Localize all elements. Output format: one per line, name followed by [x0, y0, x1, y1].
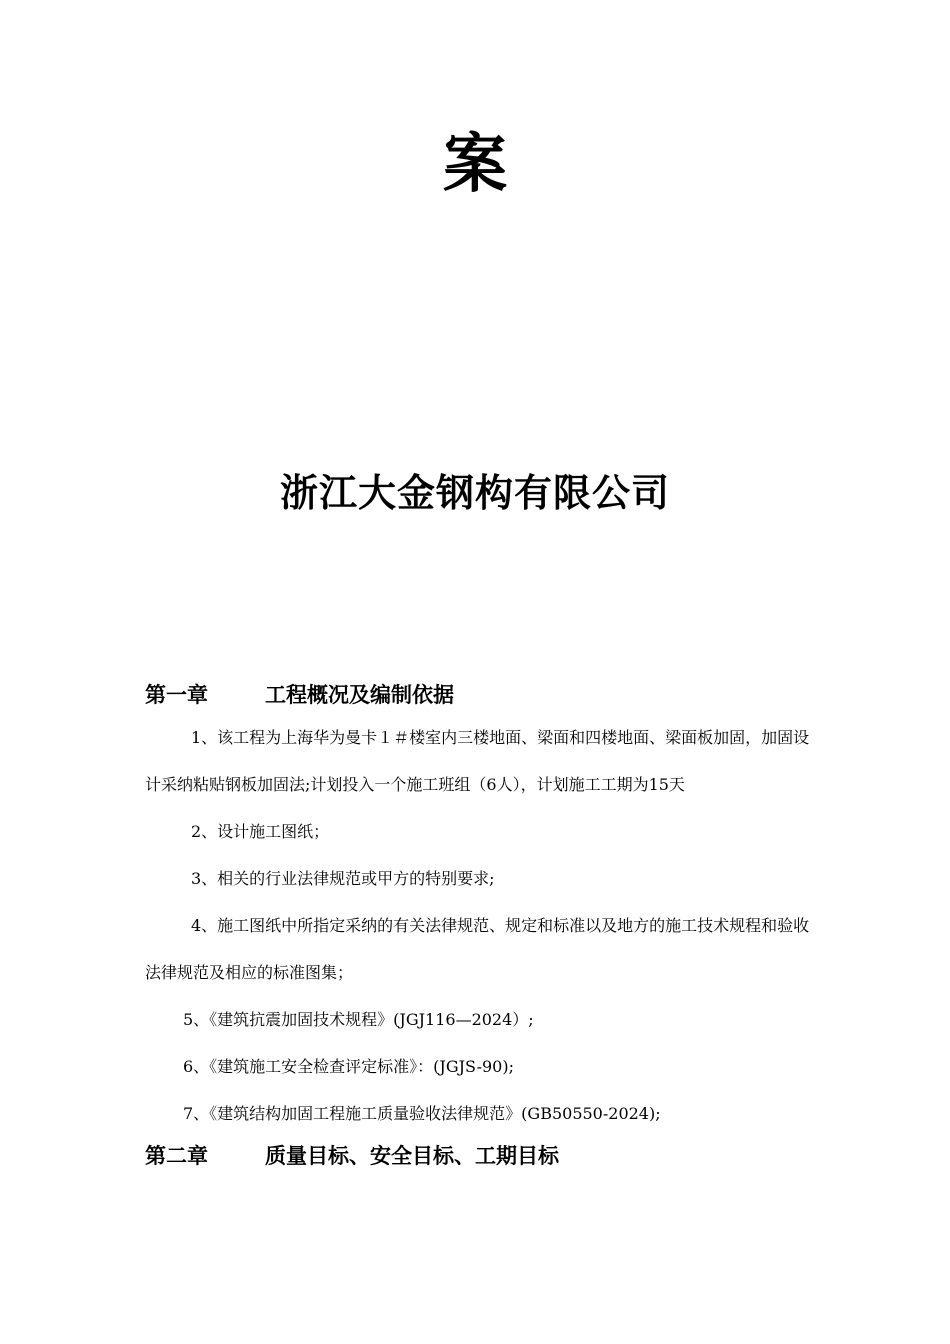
paragraph-3: 3、相关的行业法律规范或甲方的特别要求; [191, 869, 495, 888]
paragraph-4: 4、施工图纸中所指定采纳的有关法律规范、规定和标准以及地方的施工技术规程和验收法律规范及相应的标准图集； [145, 916, 810, 982]
chapter-title: 质量目标、安全目标、工期目标 [265, 1144, 559, 1168]
paragraph-2: 2、设计施工图纸； [191, 822, 330, 841]
paragraph-6: 6、《建筑施工安全检查评定标准》：(JGJS-90); [183, 1057, 514, 1076]
paragraph-5: 5、《建筑抗震加固技术规程》(JGJ116—2024）; [183, 1010, 534, 1029]
chapter-number: 第一章 [145, 683, 208, 707]
cover-title-char: 案 [443, 128, 507, 202]
chapter-number: 第二章 [145, 1144, 208, 1168]
chapter-heading-1 [145, 676, 810, 714]
company-name: 浙江大金钢构有限公司 [279, 471, 670, 515]
chapter-heading-2 [145, 1137, 810, 1175]
chapter-title: 工程概况及编制依据 [265, 683, 454, 707]
document-body [145, 676, 810, 1175]
paragraph-1: 1、该工程为上海华为曼卡１＃楼室内三楼地面、梁面和四楼地面、梁面板加固，加固设计采纳粘贴钢板加固法;计划投入一个施工班组（6人），计划施工工期为15天 [145, 728, 810, 794]
paragraph-7: 7、《建筑结构加固工程施工质量验收法律规范》(GB50550-2024); [183, 1104, 661, 1123]
